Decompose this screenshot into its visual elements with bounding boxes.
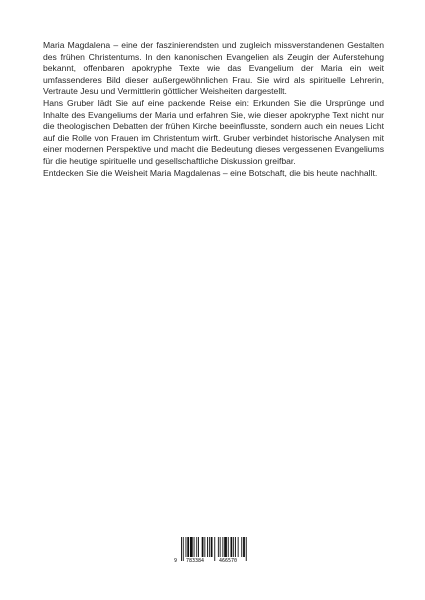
barcode-bar [211, 537, 213, 557]
barcode-digits-right-group: 466570 [219, 558, 238, 564]
barcode-bar [204, 537, 205, 557]
barcode-bar [186, 537, 187, 557]
barcode-bar [235, 537, 236, 557]
barcode-bar [207, 537, 208, 557]
barcode-bar [218, 537, 219, 557]
barcode-bar [196, 537, 197, 557]
paragraph-author-invitation: Hans Gruber lädt Sie auf eine packende Reise ein: Erkunden Sie die Ursprünge und Inhalte des Evangeliums der Maria und erfahren Sie, wie dieser apokryphe Text nicht nur die theologischen Debatten der frühen Kirche beeinflusste, sondern auch ein neues Licht auf die Rolle von Frauen im Christentum wirft. Gruber verbindet historische Analysen mit einer modernen Perspektive und macht die Bedeutung dieses vergessenen Evangeliums für die heutige spirituelle und gesellschaftliche Diskussion greifbar. [43, 97, 384, 166]
barcode-bar [233, 537, 234, 557]
back-cover-text [43, 40, 384, 179]
barcode-bar [231, 537, 233, 557]
barcode-bar [224, 537, 227, 557]
barcode-bar [190, 537, 193, 557]
barcode-bar [209, 537, 210, 557]
paragraph-intro: Maria Magdalena – eine der faszinierendsten und zugleich missverstandenen Gestalten des frühen Christentums. In den kanonischen Evangelien als Zeugin der Auferstehung bekannt, offenbaren apokryphe Texte wie das Evangelium der Maria ein weit umfassenderes Bild dieser außergewöhnlichen Frau. Sie wird als spirituelle Lehrerin, Vertraute Jesu und Vermittlerin göttlicher Weisheiten dargestellt. [43, 40, 384, 97]
barcode-bar [243, 537, 245, 557]
barcode-bar [198, 537, 199, 557]
isbn-barcode [173, 537, 253, 565]
barcode-bar [222, 537, 223, 557]
barcode-bar [220, 537, 221, 557]
barcode-bar [187, 537, 189, 557]
paragraph-closing: Entdecken Sie die Weisheit Maria Magdalenas – eine Botschaft, die bis heute nachhallt. [43, 167, 378, 178]
barcode-bar [194, 537, 195, 557]
barcode-bar [228, 537, 229, 557]
barcode-digit-first: 9 [174, 558, 178, 564]
barcode-bar [238, 537, 239, 557]
barcode-digits-left-group: 783384 [186, 558, 205, 564]
barcode-bar [241, 537, 242, 557]
barcode-digits [173, 557, 253, 565]
barcode-bar [202, 537, 204, 557]
